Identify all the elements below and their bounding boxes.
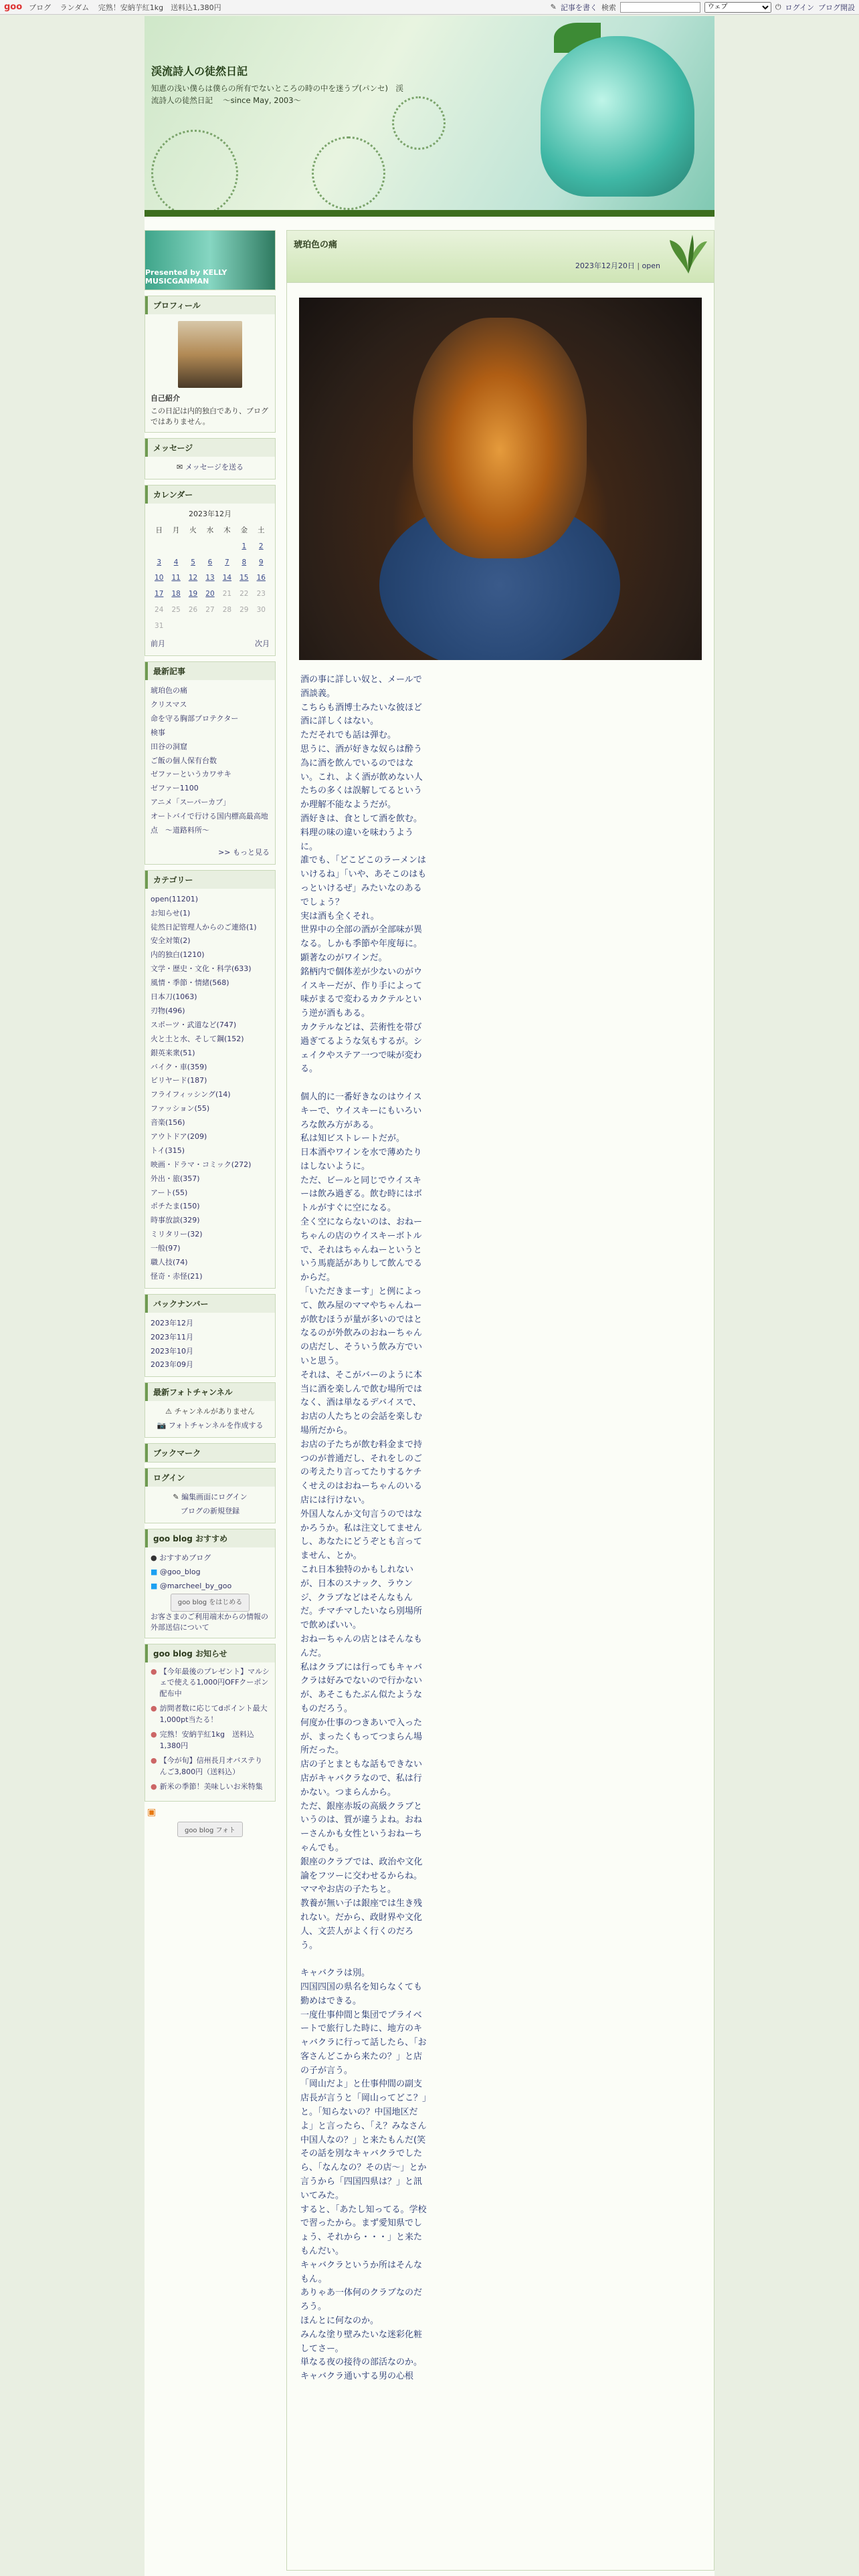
profile-label: 自己紹介: [151, 394, 180, 403]
bookmark-box: [145, 1443, 276, 1463]
category-link[interactable]: 安全対策(2): [151, 936, 191, 946]
calendar-prev-link[interactable]: 前月: [151, 639, 165, 649]
open-blog-link[interactable]: ブログ開設: [818, 3, 855, 12]
write-post-link[interactable]: 記事を書く: [560, 3, 597, 12]
envelope-icon: ✉: [176, 462, 183, 471]
calendar-day: [201, 539, 218, 555]
recent-post-link[interactable]: オートバイで行ける国内標高最高地点 ～道路料所～: [151, 812, 268, 835]
recent-post-link[interactable]: クリスマス: [151, 700, 187, 710]
calendar-day[interactable]: 2: [258, 542, 264, 550]
blog-title[interactable]: 渓流詩人の徒然日記: [151, 65, 248, 78]
calendar-title: カレンダー: [145, 486, 275, 504]
message-title: メッセージ: [145, 439, 275, 457]
calendar-day[interactable]: 7: [225, 558, 229, 566]
profile-text: この日記は内的独白であり、ブログではありません。: [151, 406, 268, 427]
news-item: [151, 1667, 270, 1700]
bullet-icon: ●: [151, 1756, 157, 1765]
calendar-day: 21: [222, 590, 232, 599]
header-photo: [541, 36, 694, 197]
blog-post: [286, 230, 714, 2571]
profile-box: [145, 296, 276, 433]
calendar-day: [235, 619, 252, 635]
rss-icon[interactable]: ▣: [147, 1806, 157, 1818]
category-link[interactable]: スポーツ・武道など(747): [151, 1020, 237, 1029]
twitter-icon: ■: [151, 1581, 158, 1590]
calendar-day[interactable]: 9: [258, 558, 264, 566]
category-link[interactable]: 文学・歴史・文化・科学(633): [151, 964, 252, 974]
recent-post-link[interactable]: 琥珀色の痛: [151, 686, 187, 695]
warning-icon: ⚠: [165, 1407, 173, 1416]
calendar-day: [219, 539, 235, 555]
category-link[interactable]: 徒然日記管理人からのご連絡(1): [151, 922, 257, 932]
category-link[interactable]: 銀英来衆(51): [151, 1048, 195, 1057]
top-right: [551, 2, 855, 13]
calendar-day[interactable]: 5: [191, 558, 195, 566]
backnumber-box: [145, 1294, 276, 1378]
calendar-day: [167, 619, 184, 635]
blog-header: [145, 16, 714, 217]
backnumber-link[interactable]: 2023年11月: [151, 1332, 193, 1341]
star-icon: ●: [151, 1553, 157, 1562]
calendar-day[interactable]: 19: [188, 590, 198, 599]
category-link[interactable]: open(11201): [151, 894, 199, 903]
backnumber-link[interactable]: 2023年09月: [151, 1360, 193, 1370]
decorative-pattern: [151, 130, 238, 217]
recent-post-link[interactable]: ご飯の個人保有台数: [151, 756, 217, 765]
calendar-day: 28: [222, 606, 232, 615]
category-link[interactable]: 日本刀(1063): [151, 992, 197, 1002]
top-nav: [29, 2, 227, 13]
news-item: [151, 1755, 270, 1778]
category-box: [145, 870, 276, 1289]
backnumber-link[interactable]: 2023年12月: [151, 1318, 193, 1327]
calendar-day[interactable]: 11: [171, 574, 181, 582]
login-box: [145, 1468, 276, 1523]
calendar-day[interactable]: 15: [240, 574, 249, 582]
search-scope-select[interactable]: [704, 2, 771, 13]
calendar-day[interactable]: 1: [242, 542, 247, 550]
post-title[interactable]: 琥珀色の痛: [294, 240, 338, 250]
category-link[interactable]: 刃物(496): [151, 1006, 185, 1015]
category-link[interactable]: 外出・旅(357): [151, 1174, 200, 1183]
backnumber-title: バックナンバー: [145, 1295, 275, 1313]
news-link[interactable]: 【今年最後のプレゼント】マルシェで使える1,000円OFFクーポン配布中: [159, 1667, 270, 1698]
news-item: [151, 1782, 270, 1793]
login-link[interactable]: ログイン: [785, 3, 814, 12]
calendar-day[interactable]: 12: [188, 574, 198, 582]
calendar-day: [167, 539, 184, 555]
start-blog-button[interactable]: goo blog をはじめる: [171, 1594, 250, 1612]
nav-random-link[interactable]: ランダム: [60, 3, 90, 12]
calendar-weekday: 水: [206, 526, 214, 534]
edit-login-link[interactable]: 編集画面にログイン: [181, 1493, 248, 1502]
search-input[interactable]: [620, 2, 700, 13]
calendar-day[interactable]: 4: [173, 558, 179, 566]
category-title: カテゴリー: [145, 871, 275, 889]
post-body: 酒の事に詳しい奴と、メールで酒談義。 こちらも酒博士みたいな彼ほど酒に詳しくはない。 ただそれでも話は弾む。 思うに、酒が好きな奴らは酔う為に酒を飲んでいるのではない。これ、よく酒が飲めない人たちの多くは誤解してるというか理解不能なようだが。 酒好きは、食として酒を飲む。料理の味の違いを味わうように。 誰でも、「どこどこのラーメンはいけるね」「いや、あそこのはもっといけるぜ」みたいなのあるでしょう？ 実は酒も全くそれ。 世界中の全部の酒が全部味が異なる。しかも季節や年度毎に。 顕著なのがワインだ。 銘柄内で個体差が少ないのがウイスキーだが、作り手によって味がまるで変わるカクテルという逆が酒もある。 カクテルなどは、芸術性を帯び過ぎてるような気もするが。シェイクやステア一つで味が変わる。 個人的に一番好きなのはウイスキーで、ウイスキーにもいろいろな飲み方がある。 私は知ビストレートだが。 日本酒やワインを水で薄めたりはしないように。 ただ、ビールと同じでウイスキーは飲み過ぎる。飲む時にはボトルがすぐに空になる。 全く空にならないのは、おねーちゃんの店のウイスキーボトルで、それはちゃんねーというという馬鹿話がありして飲んでるからだ。 「いただきまーす」と例によって、飲み屋のママやちゃんねーが飲むほうが量が多いのではとなるのが外飲みのおねーちゃんの店だし、そういう飲み方でいいと思う。 それは、そこがバーのように本当に酒を楽しんで飲む場所ではなく、酒は単なるデバイスで、お店の人たちとの会話を楽しむ場所だから。 お店の子たちが飲む料金まで持つのが普通だし、それをしのごの考えたり言ってたりするケチくせえのはおねーちゃんのいる店には行けない。 外国人なんか文句言うのではなかろうか。私は注文してませんし、あなたにどうぞとも言ってません、とか。 これ日本独特のかもしれないが、日本のスナック、ラウンジ、クラブなどはそんなもんだ。チマチマしたいなら別場所で飲めばいい。 おねーちゃんの店とはそんなもんだ。 私はクラブには行ってもキャバクラは好みでないので行かないが、あそこもたぶん似たようなものだろう。 何度か仕事のつきあいで入ったが、まったくもってつまらん場所だった。 店の子とまともな話もできない店がキャバクラなので、私は行かない。つまらんから。 ただ、銀座赤坂の高級クラブというのは、質が違うよね。おねーさんかも女性というおねーちゃんでも。 銀座のクラブでは、政治や文化論をフツーに交わせるからね。ママやお店の子たちと。 教養が無い子は銀座では生き残れない。だから、政財界や文化人、文芸人がよく行くのだろう。 キャバクラは別。 四国四国の県名を知らなくても勤めはできる。 一度仕事仲間と集団でプライベートで旅行した時に、地方のキャバクラに行って話したら、「お客さんどこから来たの？」と店の子が言う。 「岡山だよ」と仕事仲間の副支店長が言うと「岡山ってどこ？」と。「知らないの？中国地区だよ」と言ったら、「え？みなさん中国人なの？」と来たもんだ(笑 その話を別なキャバクラでしたら、「なんなの？その店～」とか言うから「四国四県は？」と訊いてみた。 すると、「あたし知ってる。学校で習ったから。まず愛知県でしょう、それから・・・」と来たもんだい。 キャバクラというか所はそんなもん。 ありゃあ一体何のクラブなのだろう。 ほんとに何なのか。 みんな塗り壁みたいな迷彩化粧してさー。 単なる夜の接待の部活なのか。 キャバクラ通いする男の心根: [300, 675, 427, 2382]
news-link[interactable]: 訪問者数に応じてdポイント最大1,000pt当たる！: [159, 1704, 268, 1724]
page-frame: [145, 16, 714, 2576]
banner-text: Presented by KELLY MUSICGANMAN: [145, 268, 227, 286]
category-link[interactable]: フライフィッシング(14): [151, 1090, 231, 1099]
news-item: [151, 1703, 270, 1725]
category-link[interactable]: 映画・ドラマ・コミック(272): [151, 1160, 252, 1169]
post-header: [287, 231, 714, 283]
calendar-day[interactable]: 8: [242, 558, 247, 566]
calendar-day[interactable]: 17: [155, 590, 164, 599]
category-link[interactable]: 職人技(74): [151, 1257, 188, 1267]
post-category-link[interactable]: open: [642, 261, 660, 270]
login-title: ログイン: [145, 1469, 275, 1487]
recent-post-link[interactable]: 検事: [151, 728, 165, 737]
category-link[interactable]: アウトドア(209): [151, 1132, 207, 1141]
calendar-day: 25: [171, 606, 181, 615]
news-box: [145, 1644, 276, 1802]
pencil-icon: ✎: [550, 3, 557, 11]
category-link[interactable]: 一般(97): [151, 1244, 181, 1253]
calendar-day[interactable]: 3: [157, 558, 162, 566]
send-message-link[interactable]: メッセージを送る: [185, 462, 244, 471]
privacy-link[interactable]: お客さまのご利用端末からの情報の外部送信について: [151, 1612, 268, 1632]
calendar-day: [219, 619, 235, 635]
calendar-day[interactable]: 14: [222, 574, 232, 582]
calendar-day: 23: [256, 590, 266, 599]
recommend-link[interactable]: おすすめブログ: [159, 1553, 211, 1562]
calendar-day: 22: [240, 590, 249, 599]
post-photo[interactable]: [299, 298, 702, 660]
more-link[interactable]: >> もっと見る: [218, 847, 270, 857]
calendar-day[interactable]: 13: [205, 574, 215, 582]
calendar-weekday: 金: [240, 526, 248, 534]
recommend-box: [145, 1529, 276, 1638]
calendar-day: [201, 619, 218, 635]
main-content: [286, 230, 714, 2571]
header-bar: [145, 210, 714, 217]
photo-channel-box: [145, 1382, 276, 1438]
calendar-day[interactable]: 16: [256, 574, 266, 582]
recent-post-link[interactable]: 命を守る胸部プロテクター: [151, 714, 239, 723]
photo-channel-title: 最新フォトチャンネル: [145, 1383, 275, 1401]
calendar-weekday: 月: [172, 526, 180, 534]
post-meta: 2023年12月20日 | open: [575, 261, 660, 270]
calendar-weekday: 土: [258, 526, 265, 534]
category-link[interactable]: トイ(315): [151, 1146, 185, 1155]
top-bar: [0, 0, 859, 15]
backnumber-link[interactable]: 2023年10月: [151, 1346, 193, 1356]
news-link[interactable]: 【今が旬】信州長月オバステりんご3,800円（送料込）: [159, 1756, 263, 1776]
sidebar-banner[interactable]: [145, 230, 276, 290]
bullet-icon: ●: [151, 1730, 157, 1739]
camera-icon: 📷: [157, 1421, 167, 1430]
goo-photo-button[interactable]: goo blog フォト: [177, 1822, 243, 1837]
category-link[interactable]: ビリヤード(187): [151, 1076, 207, 1085]
recent-posts-title: 最新記事: [145, 662, 275, 680]
news-title: goo blog お知らせ: [145, 1644, 275, 1662]
calendar-month: 2023年12月: [189, 509, 231, 518]
search-label: 検索: [601, 3, 616, 12]
goo-logo[interactable]: goo: [4, 2, 23, 12]
recent-post-link[interactable]: アニメ「スーパーカブ」: [151, 798, 231, 807]
bullet-icon: ●: [151, 1782, 157, 1792]
calendar-day[interactable]: 20: [205, 590, 215, 599]
calendar-day: 27: [205, 606, 215, 615]
calendar-day[interactable]: 6: [207, 558, 213, 566]
decorative-pattern: [312, 136, 385, 210]
bullet-icon: ●: [151, 1667, 157, 1676]
category-link[interactable]: ミリタリー(32): [151, 1230, 203, 1239]
nav-promo-link[interactable]: 完熟！安納芋紅1kg 送料込1,380円: [98, 3, 221, 12]
login-icon: ⏻: [775, 2, 781, 11]
recent-post-link[interactable]: 田谷の洞窟: [151, 742, 187, 751]
news-link[interactable]: 新米の季節！美味しいお米特集: [159, 1782, 263, 1792]
glass-of-whisky: [413, 318, 587, 558]
calendar-day: 30: [256, 606, 266, 615]
calendar-weekday: 木: [223, 526, 231, 534]
calendar-day: [151, 539, 167, 555]
calendar-day: [185, 539, 201, 555]
category-link[interactable]: 風情・季節・情緒(568): [151, 978, 229, 988]
calendar-box: [145, 485, 276, 656]
create-channel-link[interactable]: フォトチャンネルを作成する: [168, 1421, 264, 1430]
register-blog-link[interactable]: ブログの新規登録: [181, 1506, 240, 1515]
no-channel-text: チャンネルがありません: [174, 1407, 255, 1416]
calendar-table: [151, 523, 270, 635]
nav-blog-link[interactable]: ブログ: [29, 3, 52, 12]
sidebar: [145, 230, 276, 1837]
bullet-icon: ●: [151, 1704, 157, 1713]
calendar-day: 31: [155, 622, 164, 631]
category-link[interactable]: 火と土と水、そして鋼(152): [151, 1034, 244, 1043]
recent-post-link[interactable]: ゼファーというカワサキ: [151, 770, 231, 779]
recent-posts-box: [145, 661, 276, 865]
news-link[interactable]: 完熟！安納芋紅1kg 送料込1,380円: [159, 1730, 254, 1750]
post-date-link[interactable]: 2023年12月20日: [575, 261, 635, 270]
calendar-day[interactable]: 10: [155, 574, 164, 582]
category-link[interactable]: ポチたま(150): [151, 1202, 200, 1211]
category-link[interactable]: ファッション(55): [151, 1104, 210, 1113]
category-link[interactable]: 内的独白(1210): [151, 950, 205, 960]
recent-post-link[interactable]: ゼファー1100: [151, 784, 199, 793]
message-box: [145, 438, 276, 479]
category-link[interactable]: 怪奇・赤怪(21): [151, 1271, 203, 1281]
category-link[interactable]: お知らせ(1): [151, 908, 191, 918]
leaf-icon: [668, 233, 708, 276]
twitter-link-1[interactable]: @goo_blog: [159, 1567, 201, 1576]
calendar-day: 24: [155, 606, 164, 615]
calendar-weekday: 日: [155, 526, 163, 534]
blog-description: 知恵の浅い僕らは僕らの所有でないところの時の中を迷うプ(パンセ) 渓流詩人の徒然日記 ～since May, 2003～: [151, 84, 403, 105]
category-link[interactable]: アート(55): [151, 1188, 188, 1197]
avatar[interactable]: [178, 321, 242, 388]
calendar-day: 29: [240, 606, 249, 615]
calendar-next-link[interactable]: 次月: [255, 639, 270, 649]
edit-icon: ✎: [173, 1493, 179, 1502]
profile-title: プロフィール: [145, 296, 275, 314]
calendar-day[interactable]: 18: [171, 590, 181, 599]
calendar-day: [185, 619, 201, 635]
bookmark-title: ブックマーク: [145, 1444, 275, 1462]
twitter-icon: ■: [151, 1567, 158, 1576]
calendar-weekday: 火: [189, 526, 197, 534]
category-link[interactable]: 音楽(156): [151, 1118, 185, 1128]
calendar-day: [253, 619, 270, 635]
news-item: [151, 1729, 270, 1751]
twitter-link-2[interactable]: @marcheel_by_goo: [159, 1581, 232, 1590]
category-link[interactable]: 時事放談(329): [151, 1216, 200, 1225]
recommend-title: goo blog おすすめ: [145, 1529, 275, 1547]
category-link[interactable]: バイク・車(359): [151, 1062, 207, 1071]
calendar-day: 26: [188, 606, 198, 615]
